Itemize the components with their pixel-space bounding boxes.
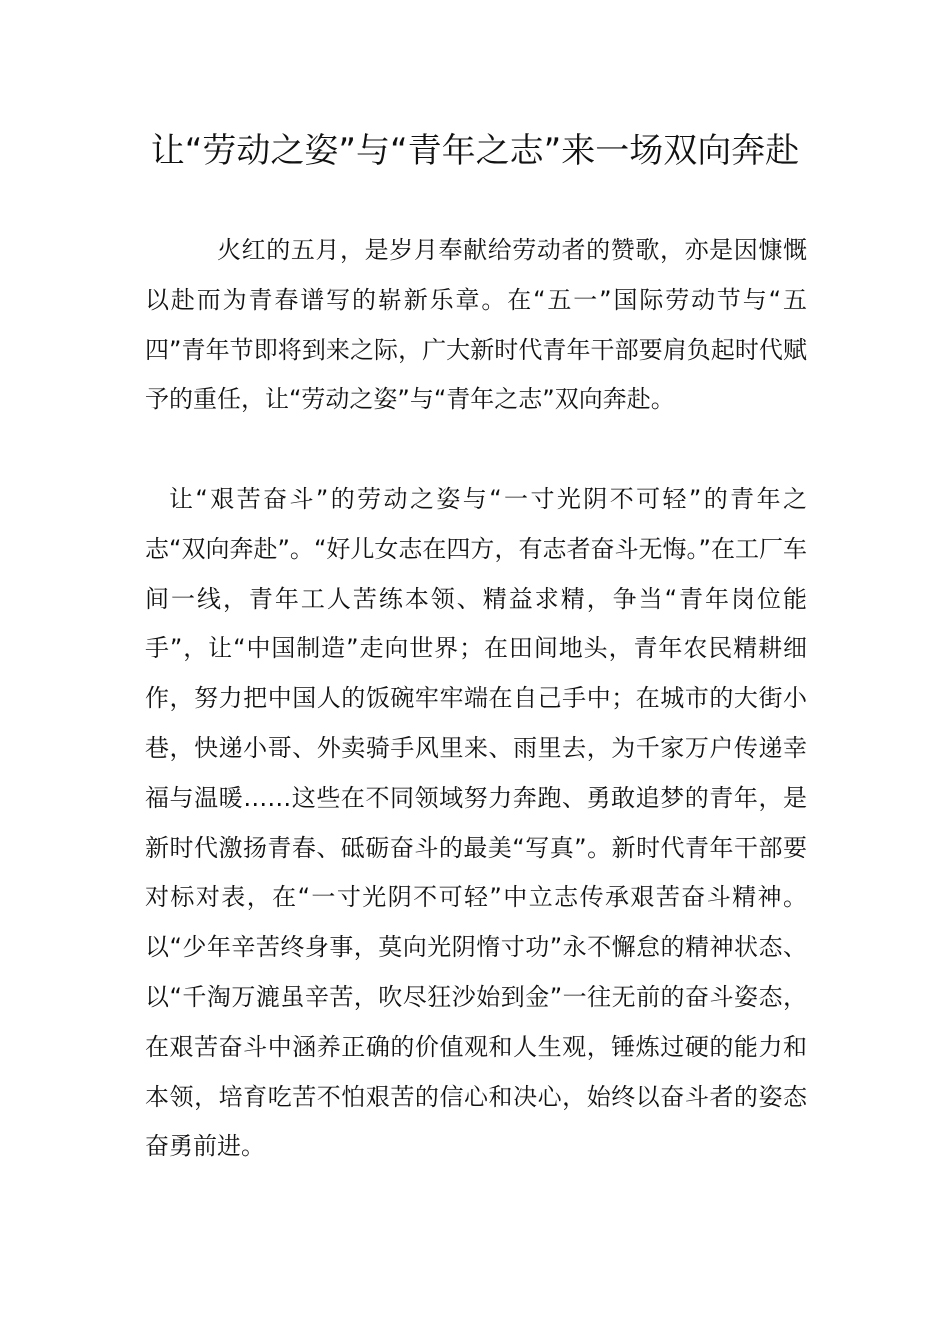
paragraph-2: 让“艰苦奋斗”的劳动之姿与“一寸光阴不可轻”的青年之志“双向奔赴”。“好儿女志在四方，有志者奋斗无悔。”在工厂车间一线，青年工人苦练本领、精益求精，争当“青年岗位能手”，让“中国制造”走向世界；在田间地头，青年农民精耕细作，努力把中国人的饭碗牢牢端在自己手中；在城市的大街小巷，快递小哥、外卖骑手风里来、雨里去，为千家万户传递幸福与温暖……这些在不同领域努力奔跑、勇敢追梦的青年，是新时代激扬青春、砥砺奋斗的最美“写真”。新时代青年干部要对标对表，在“一寸光阴不可轻”中立志传承艰苦奋斗精神。以“少年辛苦终身事，莫向光阴惰寸功”永不懈怠的精神状态、以“千淘万漉虽辛苦，吹尽狂沙始到金”一往无前的奋斗姿态，在艰苦奋斗中涵养正确的价值观和人生观，锤炼过硬的能力和本领，培育吃苦不怕艰苦的信心和决心，始终以奋斗者的姿态奋勇前进。 [145,485,807,1161]
page-title: 让“劳动之姿”与“青年之志”来一场双向奔赴 [150,131,800,171]
paragraph-1: 火红的五月，是岁月奉献给劳动者的赞歌，亦是因慷慨以赴而为青春谱写的崭新乐章。在“五一”国际劳动节与“五四”青年节即将到来之际，广大新时代青年干部要肩负起时代赋予的重任，让“劳动之姿”与“青年之志”双向奔赴。 [145,236,807,414]
